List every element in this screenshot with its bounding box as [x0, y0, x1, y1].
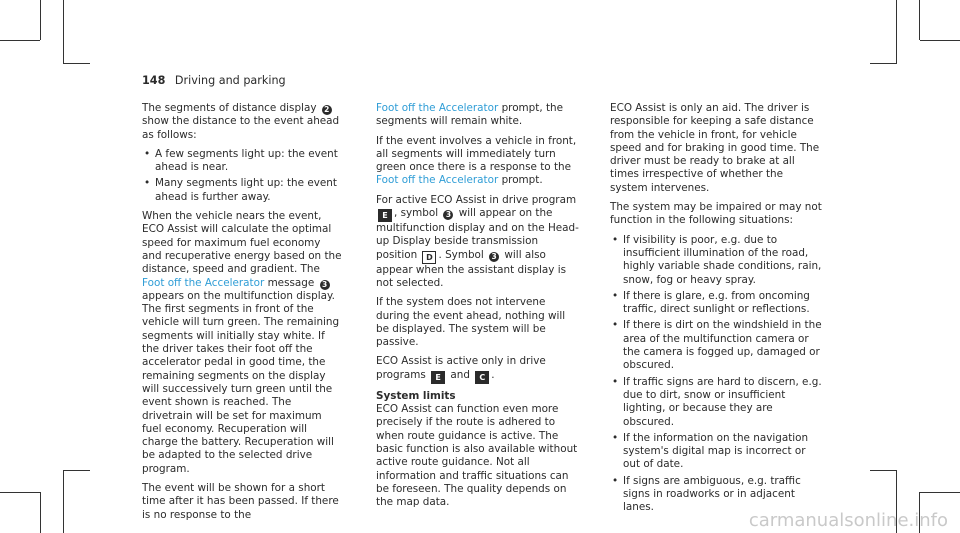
crop-mark	[63, 0, 64, 63]
crop-mark	[40, 0, 41, 40]
paragraph: The segments of distance display 2 show the distance to the event ahead as follows:	[142, 102, 340, 141]
callout-marker-3: 3	[443, 210, 453, 220]
paragraph: Foot off the Accelerator prompt, the segments will remain white.	[376, 102, 564, 128]
page-header	[142, 74, 286, 87]
drive-program-e-icon: E	[378, 209, 392, 222]
paragraph: ECO Assist is only an aid. The driver is responsible for keeping a safe distance from the vehicle in front, for vehicle speed and for braking in good time. The driver must be ready to brake at all times irrespective of whether the system intervenes.	[610, 102, 820, 194]
section-heading: System limits	[376, 389, 456, 402]
list-item: • Many segments light up: the event ahead is further away.	[142, 177, 342, 204]
crop-mark	[896, 0, 897, 63]
page-number: 148	[142, 74, 166, 87]
list-item: • If the information on the navigation system's digital map is incorrect or out of date.	[610, 432, 822, 472]
list-item: • If there is dirt on the windshield in the area of the multifunction camera or the camera is fogged up, damaged or obscured.	[610, 319, 822, 372]
paragraph: If the event involves a vehicle in front, all segments will immediately turn green once there is a response to the Foot off the Accelerator prompt.	[376, 134, 577, 187]
transmission-d-icon: D	[422, 251, 436, 264]
crop-mark	[0, 492, 40, 493]
highlight-message: Foot off the Accelerator	[142, 276, 265, 289]
paragraph: The system may be impaired or may not function in the following situations:	[610, 201, 822, 227]
crop-mark	[40, 492, 41, 533]
section-title: Driving and parking	[174, 74, 286, 87]
list-item: • If visibility is poor, e.g. due to insufficient illumination of the road, highly variable shade conditions, rain, snow, fog or heavy spray.	[610, 234, 822, 287]
bullet-list	[142, 148, 342, 204]
crop-mark	[63, 470, 64, 533]
paragraph: For active ECO Assist in drive program E , symbol 3 will appear on the multifunction display and on the Head-up Display beside transmission position D . Symbol 3 will also appear when the assistant display is not selected.	[376, 193, 579, 289]
column-1	[142, 102, 342, 528]
crop-mark	[63, 470, 90, 471]
bullet-list	[610, 234, 822, 515]
drive-program-c-icon: C	[475, 371, 489, 384]
crop-mark	[920, 492, 960, 493]
crop-mark	[870, 63, 897, 64]
crop-mark	[870, 470, 897, 471]
callout-marker-2: 2	[322, 105, 332, 115]
list-item: • If traffic signs are hard to discern, e.g. due to dirt, snow or insufficient lighting, or because they are obscured.	[610, 376, 822, 429]
crop-mark	[920, 40, 960, 41]
highlight-message: Foot off the Accelerator	[376, 102, 499, 114]
column-2	[376, 102, 581, 515]
crop-mark	[919, 0, 920, 40]
crop-mark	[63, 63, 90, 64]
paragraph: ECO Assist can function even more precisely if the route is adhered to when route guidance is active. The basic function is also available without active route guidance. Not all information and traffic situations can be foreseen. The quality depends on the map data.	[376, 403, 578, 509]
watermark: carmanualsonline.info	[748, 510, 948, 531]
list-item: • If signs are ambiguous, e.g. traffic signs in roadworks or in adjacent lanes.	[610, 475, 822, 515]
paragraph: The event will be shown for a short time after it has been passed. If there is no response to the	[142, 482, 339, 521]
drive-program-e-icon: E	[431, 371, 445, 384]
paragraph: When the vehicle nears the event, ECO Assist will calculate the optimal speed for maximum fuel economy and recuperative energy based on the distance, speed and gradient. The Foot off the Accelerator message 3 appears on the multifunction display. The first segments in front of the vehicle will turn green. The remaining segments will initially stay white. If the driver takes their foot off the accelerator pedal in good time, the remaining segments on the display will successively turn green until the event shown is reached. The drivetrain will be set for maximum fuel economy. Recuperation will charge the battery. Recuperation will be adapted to the selected drive program.	[142, 210, 342, 475]
callout-marker-3: 3	[489, 252, 499, 262]
callout-marker-3: 3	[320, 280, 330, 290]
paragraph: ECO Assist is active only in drive programs E and C .	[376, 355, 546, 382]
list-item: • A few segments light up: the event ahead is near.	[142, 148, 342, 175]
crop-mark	[0, 40, 40, 41]
paragraph: If the system does not intervene during the event ahead, nothing will be displayed. The system will be passive.	[376, 296, 566, 349]
column-3	[610, 102, 822, 521]
list-item: • If there is glare, e.g. from oncoming traffic, direct sunlight or reflections.	[610, 290, 822, 317]
highlight-message: Foot off the Accelerator	[376, 174, 499, 187]
